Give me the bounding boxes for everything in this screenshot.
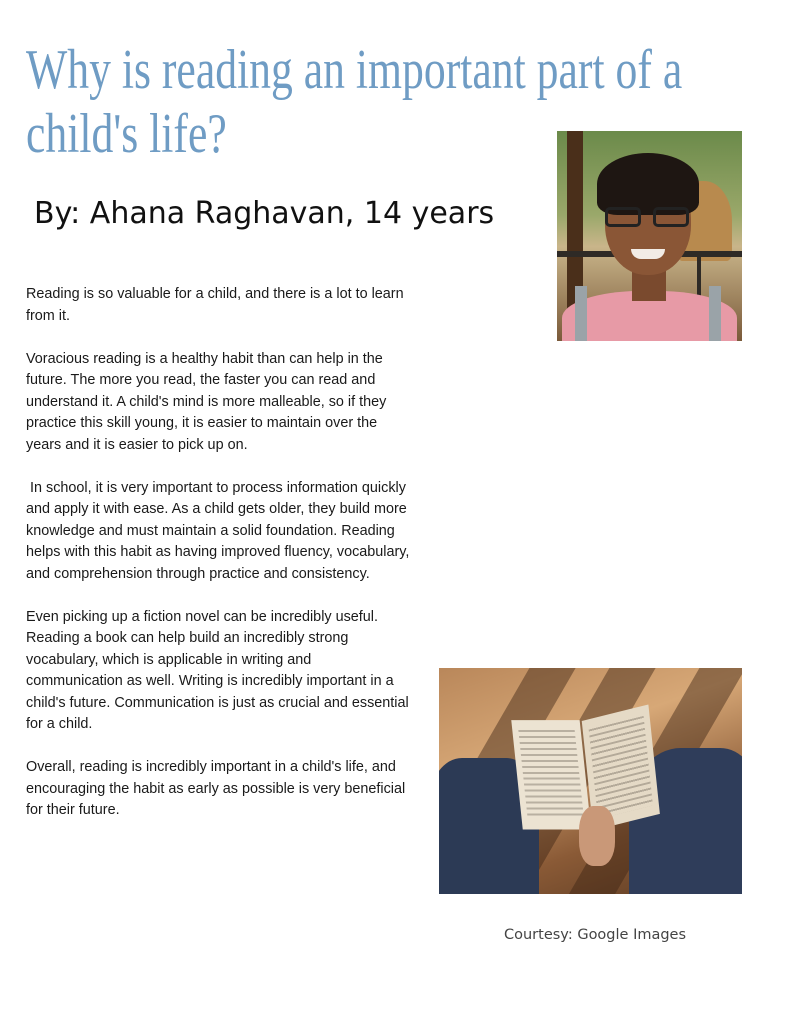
article-title: Why is reading an important part of a child's life? [26,39,683,165]
image-caption: Courtesy: Google Images [504,927,687,943]
author-byline: By: Ahana Raghavan, 14 years [34,196,495,231]
paragraph: Even picking up a fiction novel can be incredibly useful. Reading a book can help build an incredibly strong vocabulary, which is applicable in writing and communication as well. Writing is incredibly important in a child's future. Communication is just as crucial and essential for a child. [26,608,409,732]
paragraph: Reading is so valuable for a child, and there is a lot to learn from it. [26,286,404,324]
book-reading-photo [439,668,742,894]
paragraph: Overall, reading is incredibly important in a child's life, and encouraging the habit as early as possible is very beneficial for their future. [26,759,406,818]
paragraph: In school, it is very important to process information quickly and apply it with ease. As a child gets older, they build more knowledge and must maintain a solid foundation. Reading helps with this habit as having improved fluency, vocabulary, and comprehension through practice and consistency. [26,479,410,582]
author-photo [557,131,742,341]
article-body [26,284,411,843]
paragraph: Voracious reading is a healthy habit than can help in the future. The more you read, the faster you can read and understand it. A child's mind is more malleable, so if they practice this skill young, it is easier to maintain over the years and it is easier to pick up on. [26,350,387,453]
